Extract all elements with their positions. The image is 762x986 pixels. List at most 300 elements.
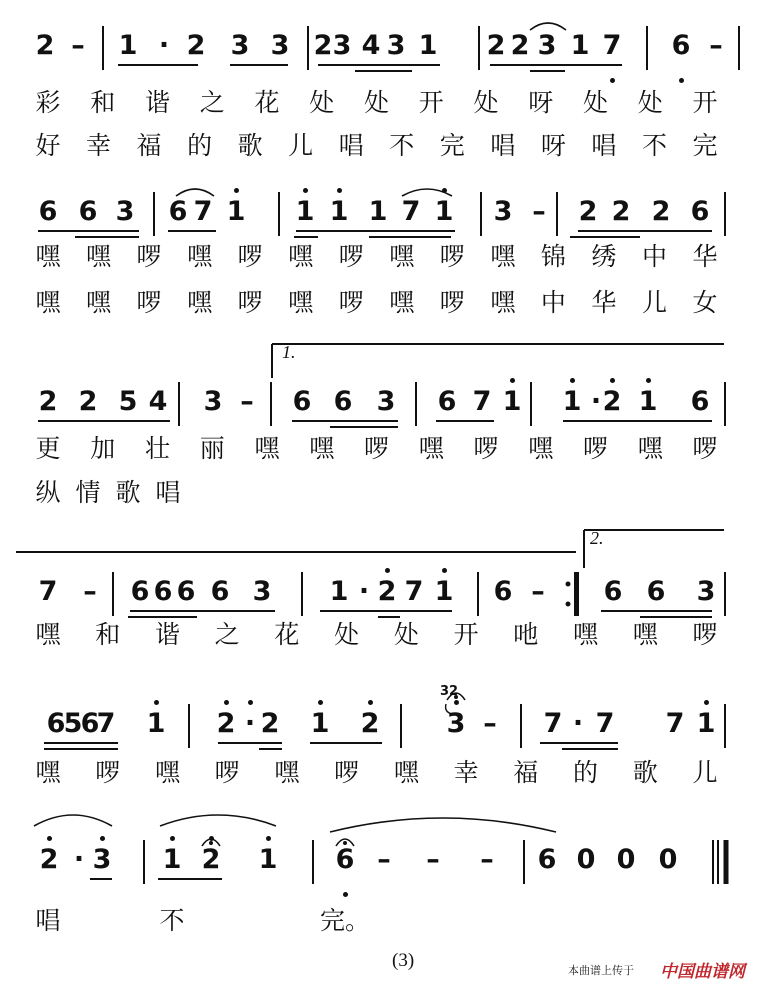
- high-octave-dot: [510, 378, 515, 383]
- low-octave-dot: [343, 892, 348, 897]
- lyric-syllable: 儿: [692, 758, 718, 787]
- bar-line: [724, 192, 726, 236]
- note: 2: [201, 844, 221, 875]
- lyric-syllable: 女: [692, 288, 718, 317]
- note: 1: [162, 844, 182, 875]
- lyric-syllable: 啰: [334, 758, 360, 787]
- note: –: [531, 576, 545, 607]
- note: –: [532, 196, 546, 227]
- note: 6: [130, 576, 150, 607]
- lyric-syllable: 好: [35, 131, 61, 160]
- lyric-syllable: 谐: [154, 620, 180, 649]
- lyric-syllable: 华: [692, 242, 718, 271]
- lyric-line: [0, 480, 762, 520]
- note: 2: [377, 576, 397, 607]
- note: 6: [80, 708, 100, 739]
- note: 3: [446, 708, 466, 739]
- note: 7: [602, 30, 622, 61]
- lyric-syllable: 嘿: [35, 758, 61, 787]
- high-octave-dot: [442, 568, 447, 573]
- note: 3: [332, 30, 352, 61]
- lyric-syllable: 嘿: [35, 242, 61, 271]
- lyric-syllable: 和: [95, 620, 121, 649]
- lyric-syllable: 儿: [288, 131, 314, 160]
- note: 1: [329, 576, 349, 607]
- lyric-syllable: 嘿: [573, 620, 599, 649]
- bar-line: [112, 572, 114, 616]
- note: 6: [335, 844, 355, 875]
- note: 1: [418, 30, 438, 61]
- note: 2: [360, 708, 380, 739]
- lyric-syllable: 之: [214, 620, 240, 649]
- note: 2: [39, 844, 59, 875]
- note: 4: [361, 30, 381, 61]
- volta-1-label: 1.: [282, 342, 296, 362]
- note: 6: [153, 576, 173, 607]
- lyric-syllable: 吔: [513, 620, 539, 649]
- lyric-syllable: 歌: [632, 758, 658, 787]
- note: 3: [203, 386, 223, 417]
- note: 4: [148, 386, 168, 417]
- high-octave-dot: [646, 378, 651, 383]
- duration-underline: [168, 230, 216, 232]
- lyric-syllable: 啰: [237, 288, 263, 317]
- lyric-syllable: 不: [159, 906, 185, 935]
- note: 6: [292, 386, 312, 417]
- lyric-syllable: 嘿: [288, 242, 314, 271]
- site-logo: 中国曲谱网: [660, 962, 745, 981]
- lyric-syllable: 处: [637, 88, 663, 117]
- lyric-syllable: 华: [591, 288, 617, 317]
- duration-underline: [318, 64, 440, 66]
- note: 3: [493, 196, 513, 227]
- lyric-syllable: 嘿: [35, 288, 61, 317]
- note: ·: [572, 708, 584, 739]
- note: 3: [696, 576, 716, 607]
- bar-line: [520, 704, 522, 748]
- lyric-syllable: 嘿: [154, 758, 180, 787]
- lyric-syllable: 锦: [540, 242, 566, 271]
- high-octave-dot: [248, 700, 253, 705]
- duration-underline: [436, 420, 494, 422]
- note: 6: [176, 576, 196, 607]
- lyric-syllable: 开: [418, 88, 444, 117]
- high-octave-dot: [209, 836, 214, 841]
- high-octave-dot: [385, 568, 390, 573]
- note: 3: [376, 386, 396, 417]
- note: 6: [333, 386, 353, 417]
- duration-underline: [578, 230, 712, 232]
- note: –: [240, 386, 254, 417]
- notation-system-1: [0, 22, 762, 92]
- lyric-syllable: 歌: [115, 478, 141, 507]
- bar-line: [478, 26, 480, 70]
- duration-underline: [369, 236, 451, 238]
- lyric-line: [0, 290, 762, 330]
- duration-underline: [118, 64, 198, 66]
- phrase-slur: [160, 815, 276, 826]
- lyric-syllable: 处: [334, 620, 360, 649]
- lyric-syllable: 呀: [540, 131, 566, 160]
- duration-underline: [355, 70, 412, 72]
- bar-line: [523, 840, 525, 884]
- duration-underline: [230, 64, 288, 66]
- duration-underline: [90, 878, 112, 880]
- lyric-syllable: 嘿: [389, 288, 415, 317]
- lyric-syllable: 嘿: [274, 758, 300, 787]
- high-octave-dot: [100, 836, 105, 841]
- note: 2: [486, 30, 506, 61]
- duration-underline: [75, 236, 139, 238]
- lyric-syllable: 啰: [338, 242, 364, 271]
- note: 1: [258, 844, 278, 875]
- lyric-syllable: 处: [363, 88, 390, 117]
- note: 2: [578, 196, 598, 227]
- lyric-syllable: 不: [641, 131, 667, 160]
- lyric-syllable: 嘿: [86, 288, 112, 317]
- note: 1: [329, 196, 349, 227]
- notation-system-6: [0, 836, 762, 906]
- lyric-syllable: 啰: [95, 758, 121, 787]
- note: 7: [401, 196, 421, 227]
- note: 6: [78, 196, 98, 227]
- duration-underline: [128, 616, 197, 618]
- note: –: [426, 844, 440, 875]
- duration-underline: [490, 64, 622, 66]
- note: 1: [502, 386, 522, 417]
- bar-line: [270, 382, 272, 426]
- lyric-syllable: 唱: [591, 131, 617, 160]
- lyric-syllable: 福: [136, 131, 162, 160]
- lyric-syllable: 更: [35, 434, 61, 463]
- note: 7: [595, 708, 615, 739]
- note: 7: [472, 386, 492, 417]
- lyric-syllable: 啰: [439, 242, 465, 271]
- duration-underline: [540, 742, 618, 744]
- note: 3: [270, 30, 290, 61]
- note: 7: [193, 196, 213, 227]
- note: 6: [437, 386, 457, 417]
- note: 1: [434, 576, 454, 607]
- lyric-line: [0, 436, 762, 476]
- high-octave-dot: [368, 700, 373, 705]
- grace-note: 32: [440, 684, 459, 699]
- lyric-syllable: 谐: [144, 88, 171, 117]
- lyric-line: [0, 90, 762, 130]
- note: ·: [158, 30, 170, 61]
- lyric-syllable: 啰: [439, 288, 465, 317]
- duration-underline: [640, 616, 712, 618]
- lyric-syllable: 唱: [338, 131, 364, 160]
- note: 6: [168, 196, 188, 227]
- note: 6: [210, 576, 230, 607]
- note: 3: [115, 196, 135, 227]
- bar-line: [530, 382, 532, 426]
- lyric-syllable: 开: [453, 620, 479, 649]
- duration-underline: [218, 742, 282, 744]
- note: 1: [562, 386, 582, 417]
- lyric-syllable: 嘿: [389, 242, 415, 271]
- note: 5: [63, 708, 83, 739]
- lyric-syllable: 嘿: [288, 288, 314, 317]
- high-octave-dot: [154, 700, 159, 705]
- low-octave-dot: [610, 78, 615, 83]
- lyric-syllable: 啰: [136, 242, 162, 271]
- lyric-syllable: 啰: [136, 288, 162, 317]
- phrase-slur: [330, 818, 556, 832]
- note: 2: [216, 708, 236, 739]
- lyric-syllable: 嘿: [490, 288, 516, 317]
- lyric-syllable: 呀: [528, 88, 554, 117]
- lyric-syllable: 嘿: [418, 434, 444, 463]
- lyric-line: [0, 133, 762, 173]
- lyric-syllable: 彩: [35, 88, 61, 117]
- bar-line: [477, 572, 479, 616]
- duration-underline: [530, 70, 565, 72]
- lyric-syllable: 开: [692, 88, 718, 117]
- note: 6: [46, 708, 66, 739]
- note: 0: [616, 844, 636, 875]
- note: –: [480, 844, 494, 875]
- note: 2: [313, 30, 333, 61]
- lyric-line: [0, 244, 762, 284]
- bar-line: [143, 840, 145, 884]
- note: 1: [118, 30, 138, 61]
- high-octave-dot: [704, 700, 709, 705]
- lyric-syllable: 啰: [237, 242, 263, 271]
- duration-underline: [310, 742, 382, 744]
- lyric-syllable: 加: [90, 434, 116, 463]
- lyric-syllable: 完。: [319, 906, 371, 935]
- lyric-syllable: 丽: [199, 434, 225, 463]
- high-octave-dot: [224, 700, 229, 705]
- lyric-syllable: 不: [389, 131, 415, 160]
- lyric-syllable: 花: [254, 88, 280, 117]
- bar-line: [278, 192, 280, 236]
- bar-line: [301, 572, 303, 616]
- note: 0: [658, 844, 678, 875]
- lyric-syllable: 嘿: [309, 434, 335, 463]
- lyric-syllable: 啰: [692, 620, 718, 649]
- page-number: (3): [392, 950, 415, 971]
- note: 3: [92, 844, 112, 875]
- note: 1: [146, 708, 166, 739]
- duration-underline: [158, 878, 222, 880]
- note: –: [377, 844, 391, 875]
- bar-line: [738, 26, 740, 70]
- note: 3: [252, 576, 272, 607]
- bar-line: [102, 26, 104, 70]
- lyric-syllable: 唱: [490, 131, 516, 160]
- note: 3: [386, 30, 406, 61]
- high-octave-dot: [47, 836, 52, 841]
- lyric-syllable: 绣: [591, 242, 617, 271]
- note: 1: [368, 196, 388, 227]
- note: 3: [230, 30, 250, 61]
- phrase-slur: [34, 815, 112, 826]
- note: ·: [244, 708, 256, 739]
- note: 2: [510, 30, 530, 61]
- lyric-syllable: 嘿: [187, 288, 213, 317]
- lyric-syllable: 啰: [692, 434, 718, 463]
- note: 1: [295, 196, 315, 227]
- note: 2: [611, 196, 631, 227]
- lyric-syllable: 啰: [363, 434, 390, 463]
- lyric-syllable: 啰: [214, 758, 240, 787]
- duration-underline: [44, 748, 118, 750]
- note: 7: [404, 576, 424, 607]
- high-octave-dot: [454, 700, 459, 705]
- high-octave-dot: [570, 378, 575, 383]
- lyric-syllable: 嘿: [254, 434, 280, 463]
- note: 6: [603, 576, 623, 607]
- bar-line: [712, 840, 714, 884]
- bar-line: [307, 26, 309, 70]
- note: 7: [96, 708, 116, 739]
- duration-underline: [570, 236, 640, 238]
- high-octave-dot: [303, 188, 308, 193]
- note: 6: [493, 576, 513, 607]
- duration-underline: [296, 230, 455, 232]
- duration-underline: [330, 426, 398, 428]
- bar-line: [188, 704, 190, 748]
- lyric-syllable: 儿: [641, 288, 667, 317]
- lyric-syllable: 嘿: [393, 758, 419, 787]
- duration-underline: [292, 420, 398, 422]
- lyric-syllable: 嘿: [490, 242, 516, 271]
- note: 7: [543, 708, 563, 739]
- note: 2: [651, 196, 671, 227]
- note: 6: [671, 30, 691, 61]
- note: 1: [226, 196, 246, 227]
- bar-line: [646, 26, 648, 70]
- note: 1: [638, 386, 658, 417]
- note: ·: [590, 386, 602, 417]
- note: 2: [260, 708, 280, 739]
- note: ·: [73, 844, 85, 875]
- lyric-syllable: 和: [90, 88, 116, 117]
- duration-underline: [320, 610, 452, 612]
- note: –: [83, 576, 97, 607]
- note: 6: [690, 196, 710, 227]
- lyric-syllable: 花: [274, 620, 300, 649]
- lyric-syllable: 幸: [453, 758, 479, 787]
- lyric-syllable: 情: [75, 478, 101, 507]
- note: –: [709, 30, 723, 61]
- lyric-syllable: 幸: [86, 131, 112, 160]
- duration-underline: [259, 748, 282, 750]
- note: 0: [576, 844, 596, 875]
- high-octave-dot: [337, 188, 342, 193]
- note: 6: [38, 196, 58, 227]
- high-octave-dot: [318, 700, 323, 705]
- duration-underline: [294, 236, 318, 238]
- lyric-syllable: 中: [540, 288, 566, 317]
- lyric-line: [0, 908, 762, 948]
- note: 2: [38, 386, 58, 417]
- lyric-syllable: 之: [199, 88, 225, 117]
- lyric-syllable: 纵: [35, 478, 61, 507]
- note: 7: [38, 576, 58, 607]
- bar-line: [400, 704, 402, 748]
- bar-line: [724, 382, 726, 426]
- lyric-syllable: 完: [692, 131, 718, 160]
- note: 7: [665, 708, 685, 739]
- lyric-syllable: 处: [309, 88, 335, 117]
- note: 2: [35, 30, 55, 61]
- note: 2: [78, 386, 98, 417]
- lyric-syllable: 啰: [473, 434, 499, 463]
- note: –: [483, 708, 497, 739]
- note: 6: [690, 386, 710, 417]
- note: 1: [434, 196, 454, 227]
- bar-line: [480, 192, 482, 236]
- note: 2: [602, 386, 622, 417]
- high-octave-dot: [266, 836, 271, 841]
- duration-underline: [562, 748, 618, 750]
- lyric-syllable: 嘿: [86, 242, 112, 271]
- duration-underline: [601, 610, 712, 612]
- lyric-syllable: 的: [187, 131, 213, 160]
- lyric-syllable: 中: [641, 242, 667, 271]
- high-octave-dot: [610, 378, 615, 383]
- lyric-syllable: 嘿: [187, 242, 213, 271]
- duration-underline: [130, 610, 275, 612]
- lyric-syllable: 处: [473, 88, 499, 117]
- bar-line: [153, 192, 155, 236]
- lyric-syllable: 唱: [155, 478, 181, 507]
- lyric-syllable: 处: [393, 620, 419, 649]
- bar-line: [415, 382, 417, 426]
- note: 5: [118, 386, 138, 417]
- lyric-line: [0, 760, 762, 800]
- lyric-syllable: 啰: [582, 434, 609, 463]
- bar-line: [724, 704, 726, 748]
- duration-underline: [44, 742, 118, 744]
- lyric-syllable: 壮: [144, 434, 171, 463]
- note: 2: [186, 30, 206, 61]
- bar-line: [556, 192, 558, 236]
- lyric-syllable: 啰: [338, 288, 364, 317]
- lyric-syllable: 嘿: [528, 434, 554, 463]
- lyric-syllable: 嘿: [632, 620, 658, 649]
- bar-line: [574, 572, 576, 616]
- note: 1: [696, 708, 716, 739]
- note: 1: [570, 30, 590, 61]
- duration-underline: [378, 616, 400, 618]
- high-octave-dot: [442, 188, 447, 193]
- lyric-syllable: 的: [573, 758, 599, 787]
- note: 6: [537, 844, 557, 875]
- bar-line: [178, 382, 180, 426]
- note: 3: [537, 30, 557, 61]
- volta-2-label: 2.: [590, 528, 604, 548]
- lyric-syllable: 嘿: [35, 620, 61, 649]
- upload-credit: 本曲谱上传于: [568, 964, 634, 977]
- lyric-syllable: 嘿: [637, 434, 663, 463]
- note: 6: [646, 576, 666, 607]
- high-octave-dot: [234, 188, 239, 193]
- note: ·: [358, 576, 370, 607]
- lyric-syllable: 完: [439, 131, 465, 160]
- note: 1: [310, 708, 330, 739]
- note: –: [71, 30, 85, 61]
- lyric-syllable: 福: [513, 758, 539, 787]
- low-octave-dot: [679, 78, 684, 83]
- lyric-syllable: 歌: [237, 131, 263, 160]
- duration-underline: [38, 420, 170, 422]
- high-octave-dot: [170, 836, 175, 841]
